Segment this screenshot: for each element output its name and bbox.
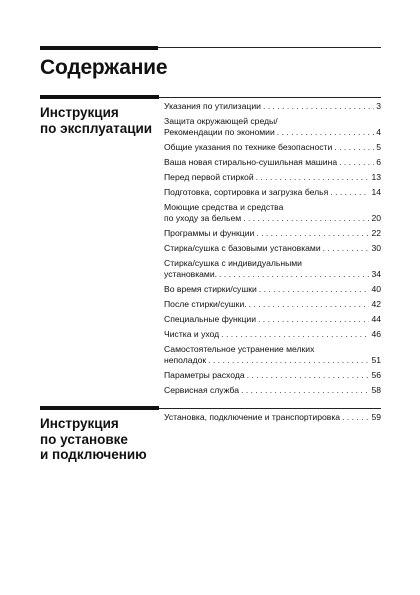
toc-page-number: 6 [376,156,381,167]
section-heading [40,105,160,136]
toc-entry [164,187,381,198]
toc-entry [164,101,381,112]
toc-page-number: 3 [376,101,381,111]
toc-page-number: 22 [371,227,381,238]
toc-entry [164,412,381,423]
section-bar [40,406,159,410]
toc-entry-text: неполадок [164,354,207,365]
toc-page-number: 30 [371,242,381,253]
toc-page-number: 42 [371,298,381,309]
toc-leader-dots [256,228,369,239]
toc-page-number: 56 [371,369,381,380]
toc-leader-dots [334,142,374,153]
toc-entry [164,314,381,325]
toc-entry-text: Указания по утилизации [164,101,261,111]
toc-leader-dots [342,412,369,423]
toc-list [164,412,381,427]
toc-entry [164,329,381,340]
toc-entry-text: Защита окружающей среды/ [164,116,278,127]
section-heading [40,416,160,463]
toc-entry [164,299,381,310]
toc-entry [164,284,381,295]
toc-page-number: 46 [371,329,381,339]
toc-entry [164,385,381,396]
toc-leader-dots [323,243,370,254]
toc-page-number: 5 [376,141,381,152]
toc-entry-text: по уходу за бельем [164,212,242,223]
toc-page-number: 4 [376,126,381,137]
toc-entry [164,228,381,239]
toc-leader-dots [263,101,374,112]
toc-entry-text: Рекомендации по экономии [164,126,275,137]
toc-leader-dots [277,127,374,138]
section-heading-line: Инструкция [40,105,119,120]
toc-page-number: 13 [371,171,381,182]
toc-leader-dots [258,314,369,325]
section-heading-line: по установке [40,431,128,447]
section-heading-line: Инструкция [40,416,119,431]
toc-entry-text: Самостоятельное устранение мелких [164,344,315,355]
toc-entry-text: Перед первой стиркой [164,171,254,182]
toc-list [164,101,381,400]
toc-entry [164,370,381,381]
page-title: Содержание [40,56,168,79]
toc-page-number: 58 [371,384,381,395]
toc-page-number: 34 [371,268,381,279]
toc-leader-dots [259,284,370,295]
toc-leader-dots [208,355,369,366]
toc-leader-dots [243,213,369,224]
toc-entry-text: После стирки/сушки. [164,298,247,309]
toc-entry-text: Параметры расхода [164,369,245,380]
section-heading-line: по эксплуатации [40,120,153,136]
toc-entry [164,202,381,223]
toc-entry-text: Сервисная служба [164,384,240,395]
toc-leader-dots [241,385,369,396]
toc-leader-dots [249,299,370,310]
toc-entry-text: Стирка/сушка с индивидуальными [164,258,302,269]
toc-entry-text: Чистка и уход [164,329,220,339]
toc-entry [164,142,381,153]
toc-page-number: 44 [371,313,381,324]
toc-leader-dots [256,172,370,183]
section-bar [40,95,159,99]
toc-entry [164,243,381,254]
toc-entry-text: Специальные функции [164,313,257,324]
toc-entry-text: Общие указания по технике безопасности [164,141,333,152]
toc-entry-text: Моющие средства и средства [164,202,284,213]
toc-entry-text: Ваша новая стирально-сушильная машина [164,156,338,167]
toc-page-number: 20 [371,212,381,223]
toc-leader-dots [330,187,369,198]
toc-entry-text: Установка, подключение и транспортировка [164,412,341,422]
toc-page-number: 14 [371,187,381,198]
toc-leader-dots [221,329,369,340]
toc-entry [164,344,381,365]
toc-entry [164,116,381,137]
title-bar [40,46,158,50]
toc-entry-text: Во время стирки/сушки [164,283,257,294]
toc-entry [164,157,381,168]
toc-page-number: 51 [371,354,381,365]
toc-leader-dots [339,157,374,168]
toc-entry [164,258,381,279]
toc-leader-dots [247,370,370,381]
toc-leader-dots [219,269,369,280]
toc-page-number: 59 [371,412,381,422]
toc-page-number: 40 [371,283,381,294]
toc-entry-text: Программы и функции [164,227,255,238]
section-heading-line: и подключению [40,447,147,462]
toc-entry-text: установками. [164,268,218,279]
toc-entry-text: Стирка/сушка с базовыми установками [164,242,321,253]
toc-entry-text: Подготовка, сортировка и загрузка белья [164,187,329,198]
toc-entry [164,172,381,183]
